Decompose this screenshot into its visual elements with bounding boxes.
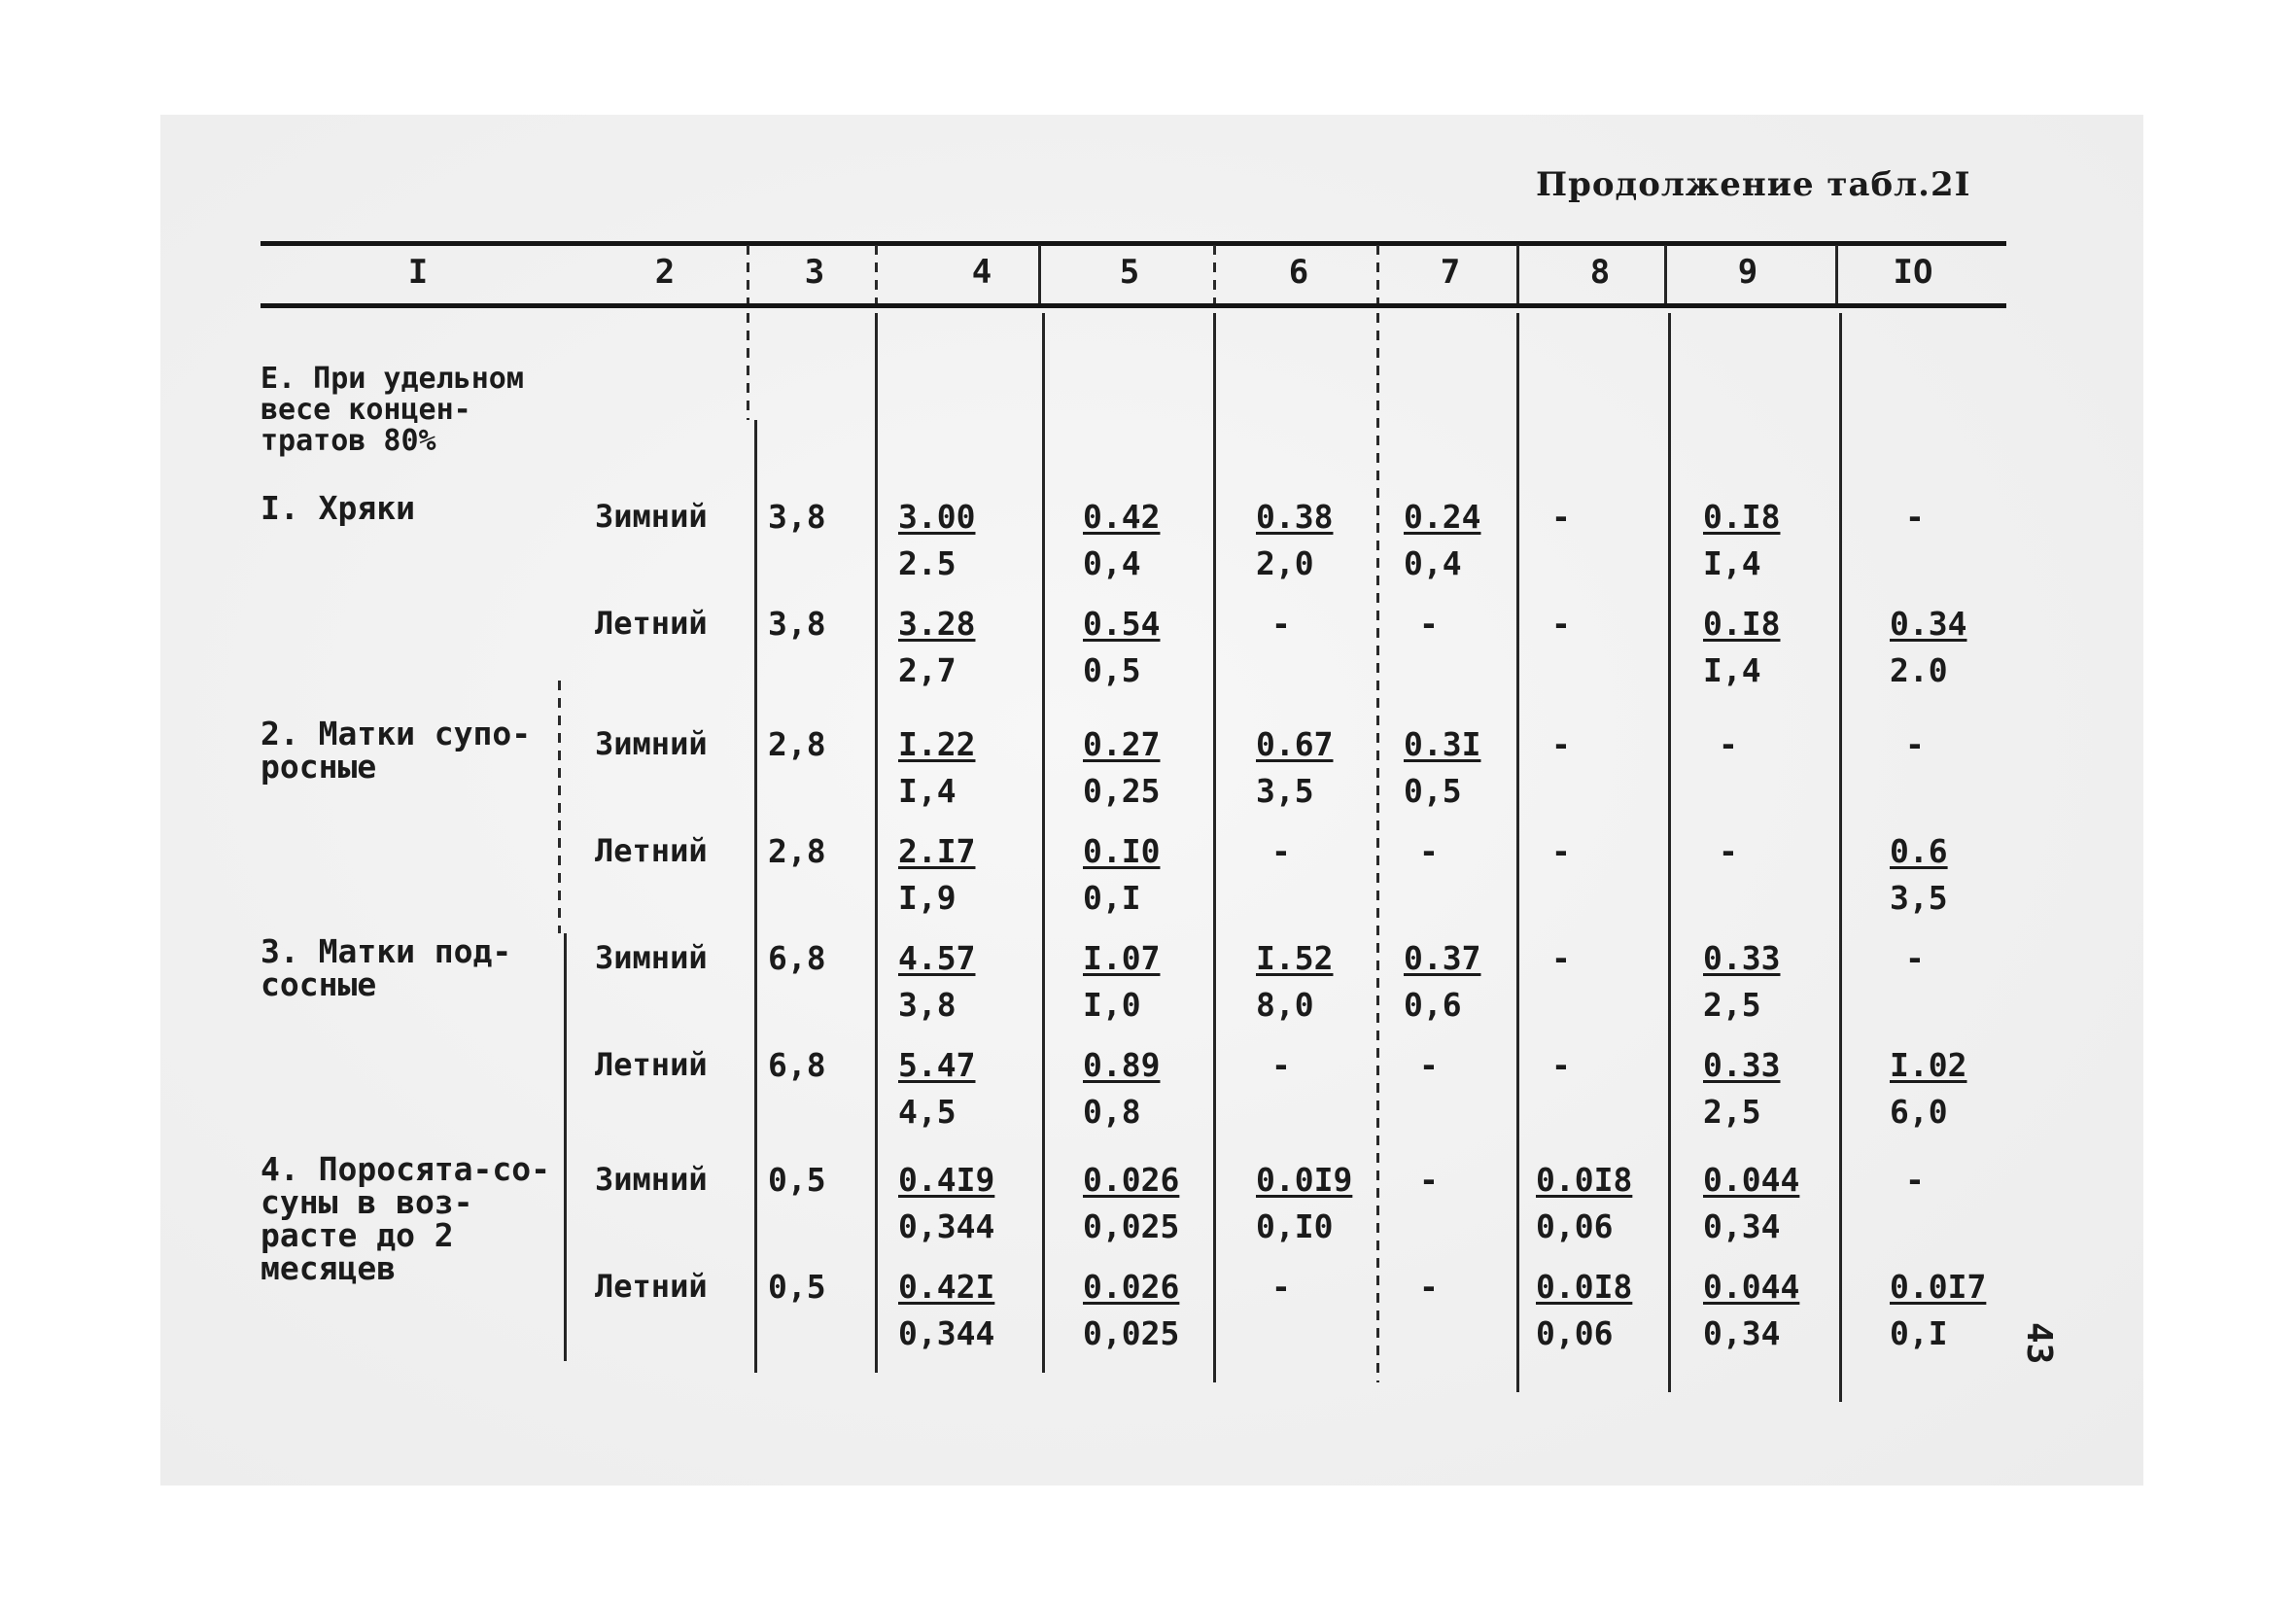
cell-col-4 bbox=[898, 1264, 994, 1357]
numerator-value: 3.28 bbox=[898, 605, 976, 643]
denominator-value: 0,06 bbox=[1536, 1314, 1614, 1352]
numerator-value: 0.89 bbox=[1083, 1046, 1161, 1084]
cell-col-10 bbox=[1890, 828, 1948, 922]
numerator-value: 0.38 bbox=[1256, 498, 1334, 536]
cell-col-3: 0,5 bbox=[768, 1268, 826, 1306]
numerator-value: 0.33 bbox=[1703, 939, 1781, 977]
numerator-value: 0.3I bbox=[1404, 725, 1481, 763]
cell-col-7 bbox=[1404, 494, 1480, 587]
season-label: Зимний bbox=[595, 1161, 708, 1198]
numerator-value: I.02 bbox=[1890, 1046, 1967, 1084]
denominator-value: 2,5 bbox=[1703, 986, 1761, 1024]
animal-group-label: 4. Поросята-со- суны в воз- расте до 2 месяцев bbox=[261, 1150, 551, 1287]
season-label: Зимний bbox=[595, 939, 708, 976]
denominator-value: 0,I bbox=[1890, 1314, 1948, 1352]
cell-col-3: 6,8 bbox=[768, 1046, 826, 1084]
numerator-value: I.07 bbox=[1083, 939, 1161, 977]
cell-col-9 bbox=[1703, 1157, 1799, 1250]
denominator-value: 0,344 bbox=[898, 1314, 995, 1352]
cell-col-8 bbox=[1536, 828, 1571, 875]
empty-dash: - bbox=[1905, 939, 1925, 977]
numerator-value: 0.34 bbox=[1890, 605, 1967, 643]
denominator-value: 8,0 bbox=[1256, 986, 1314, 1024]
column-header-2: 2 bbox=[654, 253, 676, 292]
numerator-value: 0.42 bbox=[1083, 498, 1161, 536]
empty-dash: - bbox=[1419, 832, 1439, 870]
numerator-value: 0.0I8 bbox=[1536, 1161, 1633, 1199]
cell-col-9 bbox=[1703, 1264, 1799, 1357]
numerator-value: 0.026 bbox=[1083, 1268, 1180, 1306]
cell-col-5 bbox=[1083, 828, 1160, 922]
column-divider bbox=[754, 420, 757, 1373]
numerator-value: 0.54 bbox=[1083, 605, 1161, 643]
denominator-value: I,9 bbox=[898, 879, 957, 917]
column-header-6: 6 bbox=[1288, 253, 1309, 292]
numerator-value: 0.0I9 bbox=[1256, 1161, 1353, 1199]
numerator-value: 0.0I7 bbox=[1890, 1268, 1987, 1306]
column-divider bbox=[1839, 313, 1842, 1402]
cell-col-7 bbox=[1404, 601, 1439, 647]
cell-col-5 bbox=[1083, 601, 1160, 694]
cell-col-8 bbox=[1536, 1042, 1571, 1089]
section-title: Е. При удельном весе концен- тратов 80% bbox=[261, 362, 524, 458]
empty-dash: - bbox=[1905, 498, 1925, 536]
numerator-value: 0.026 bbox=[1083, 1161, 1180, 1199]
header-bottom-rule bbox=[261, 303, 2006, 308]
denominator-value: 0,025 bbox=[1083, 1207, 1180, 1245]
numerator-value: I.52 bbox=[1256, 939, 1334, 977]
cell-col-10 bbox=[1890, 935, 1925, 982]
numerator-value: 0.I0 bbox=[1083, 832, 1161, 870]
cell-col-3: 2,8 bbox=[768, 832, 826, 870]
denominator-value: 0,34 bbox=[1703, 1314, 1781, 1352]
empty-dash: - bbox=[1271, 1268, 1291, 1306]
denominator-value: 0,025 bbox=[1083, 1314, 1180, 1352]
animal-group-label: 3. Матки под- сосные bbox=[261, 932, 512, 1003]
cell-col-7 bbox=[1404, 935, 1480, 1029]
empty-dash: - bbox=[1719, 832, 1738, 870]
denominator-value: 2,7 bbox=[898, 651, 957, 689]
empty-dash: - bbox=[1419, 605, 1439, 643]
column-divider bbox=[747, 245, 749, 303]
cell-col-7 bbox=[1404, 1157, 1439, 1204]
cell-col-10 bbox=[1890, 601, 1966, 694]
empty-dash: - bbox=[1719, 725, 1738, 763]
numerator-value: 0.I8 bbox=[1703, 498, 1781, 536]
column-divider bbox=[1668, 313, 1671, 1392]
denominator-value: I,0 bbox=[1083, 986, 1141, 1024]
cell-col-4 bbox=[898, 721, 975, 815]
column-header-4: 4 bbox=[971, 253, 992, 292]
season-label: Зимний bbox=[595, 725, 708, 762]
cell-col-8 bbox=[1536, 494, 1571, 541]
cell-col-4 bbox=[898, 828, 975, 922]
denominator-value: 3,5 bbox=[1256, 772, 1314, 810]
numerator-value: 5.47 bbox=[898, 1046, 976, 1084]
denominator-value: I,4 bbox=[1703, 544, 1761, 582]
empty-dash: - bbox=[1551, 832, 1571, 870]
cell-col-4 bbox=[898, 1042, 975, 1136]
column-header-7: 7 bbox=[1440, 253, 1461, 292]
cell-col-10 bbox=[1890, 721, 1925, 768]
column-header-1: I bbox=[407, 253, 429, 292]
denominator-value: 0,5 bbox=[1404, 772, 1462, 810]
cell-col-9 bbox=[1703, 721, 1738, 768]
denominator-value: 0,34 bbox=[1703, 1207, 1781, 1245]
cell-col-4 bbox=[898, 935, 975, 1029]
numerator-value: 0.4I9 bbox=[898, 1161, 995, 1199]
cell-col-4 bbox=[898, 1157, 994, 1250]
cell-col-7 bbox=[1404, 1264, 1439, 1311]
cell-col-6 bbox=[1256, 1042, 1291, 1089]
season-label: Летний bbox=[595, 1268, 708, 1305]
cell-col-3: 3,8 bbox=[768, 605, 826, 643]
season-label: Летний bbox=[595, 1046, 708, 1083]
empty-dash: - bbox=[1419, 1046, 1439, 1084]
column-divider bbox=[1376, 313, 1379, 1382]
empty-dash: - bbox=[1551, 939, 1571, 977]
column-divider bbox=[1516, 245, 1519, 303]
cell-col-5 bbox=[1083, 935, 1160, 1029]
column-header-9: 9 bbox=[1737, 253, 1758, 292]
cell-col-7 bbox=[1404, 828, 1439, 875]
column-divider bbox=[747, 313, 749, 420]
empty-dash: - bbox=[1551, 725, 1571, 763]
denominator-value: 2.0 bbox=[1890, 651, 1948, 689]
column-header-5: 5 bbox=[1119, 253, 1140, 292]
denominator-value: 0,344 bbox=[898, 1207, 995, 1245]
cell-col-9 bbox=[1703, 935, 1780, 1029]
cell-col-7 bbox=[1404, 721, 1480, 815]
denominator-value: 0,5 bbox=[1083, 651, 1141, 689]
denominator-value: 0,06 bbox=[1536, 1207, 1614, 1245]
cell-col-3: 6,8 bbox=[768, 939, 826, 977]
cell-col-4 bbox=[898, 494, 975, 587]
numerator-value: 0.044 bbox=[1703, 1161, 1800, 1199]
numerator-value: 0.0I8 bbox=[1536, 1268, 1633, 1306]
denominator-value: 4,5 bbox=[898, 1093, 957, 1131]
denominator-value: 6,0 bbox=[1890, 1093, 1948, 1131]
column-divider bbox=[1516, 313, 1519, 1392]
numerator-value: I.22 bbox=[898, 725, 976, 763]
column-divider bbox=[558, 681, 561, 933]
cell-col-5 bbox=[1083, 721, 1160, 815]
cell-col-5 bbox=[1083, 1042, 1160, 1136]
season-label: Летний bbox=[595, 605, 708, 642]
empty-dash: - bbox=[1905, 1161, 1925, 1199]
cell-col-6 bbox=[1256, 601, 1291, 647]
empty-dash: - bbox=[1271, 605, 1291, 643]
column-divider bbox=[564, 933, 567, 1361]
column-divider bbox=[875, 245, 878, 303]
empty-dash: - bbox=[1551, 498, 1571, 536]
cell-col-7 bbox=[1404, 1042, 1439, 1089]
cell-col-6 bbox=[1256, 721, 1333, 815]
numerator-value: 0.I8 bbox=[1703, 605, 1781, 643]
numerator-value: 0.67 bbox=[1256, 725, 1334, 763]
cell-col-6 bbox=[1256, 828, 1291, 875]
cell-col-10 bbox=[1890, 494, 1925, 541]
cell-col-5 bbox=[1083, 1264, 1179, 1357]
empty-dash: - bbox=[1551, 1046, 1571, 1084]
cell-col-3: 3,8 bbox=[768, 498, 826, 536]
empty-dash: - bbox=[1419, 1268, 1439, 1306]
season-label: Летний bbox=[595, 832, 708, 869]
denominator-value: I,4 bbox=[1703, 651, 1761, 689]
column-divider bbox=[1835, 245, 1838, 303]
numerator-value: 0.33 bbox=[1703, 1046, 1781, 1084]
empty-dash: - bbox=[1905, 725, 1925, 763]
cell-col-5 bbox=[1083, 494, 1160, 587]
numerator-value: 0.42I bbox=[898, 1268, 995, 1306]
cell-col-10 bbox=[1890, 1042, 1966, 1136]
empty-dash: - bbox=[1551, 605, 1571, 643]
empty-dash: - bbox=[1271, 832, 1291, 870]
column-header-8: 8 bbox=[1589, 253, 1611, 292]
cell-col-8 bbox=[1536, 1264, 1632, 1357]
numerator-value: 4.57 bbox=[898, 939, 976, 977]
cell-col-9 bbox=[1703, 1042, 1780, 1136]
cell-col-4 bbox=[898, 601, 975, 694]
cell-col-8 bbox=[1536, 721, 1571, 768]
numerator-value: 0.37 bbox=[1404, 939, 1481, 977]
denominator-value: 3,8 bbox=[898, 986, 957, 1024]
column-header-3: 3 bbox=[804, 253, 825, 292]
denominator-value: 3,5 bbox=[1890, 879, 1948, 917]
cell-col-10 bbox=[1890, 1264, 1986, 1357]
header-top-rule bbox=[261, 241, 2006, 246]
empty-dash: - bbox=[1271, 1046, 1291, 1084]
cell-col-6 bbox=[1256, 1264, 1291, 1311]
denominator-value: 0,4 bbox=[1404, 544, 1462, 582]
numerator-value: 2.I7 bbox=[898, 832, 976, 870]
cell-col-6 bbox=[1256, 494, 1333, 587]
cell-col-9 bbox=[1703, 828, 1738, 875]
denominator-value: 0,25 bbox=[1083, 772, 1161, 810]
denominator-value: 0,I bbox=[1083, 879, 1141, 917]
numerator-value: 0.044 bbox=[1703, 1268, 1800, 1306]
denominator-value: I,4 bbox=[898, 772, 957, 810]
denominator-value: 0,I0 bbox=[1256, 1207, 1334, 1245]
denominator-value: 2,0 bbox=[1256, 544, 1314, 582]
denominator-value: 0,4 bbox=[1083, 544, 1141, 582]
numerator-value: 0.24 bbox=[1404, 498, 1481, 536]
column-divider bbox=[1038, 245, 1041, 303]
column-divider bbox=[1042, 313, 1045, 1373]
cell-col-6 bbox=[1256, 935, 1333, 1029]
column-divider bbox=[1213, 313, 1216, 1382]
cell-col-3: 2,8 bbox=[768, 725, 826, 763]
numerator-value: 3.00 bbox=[898, 498, 976, 536]
denominator-value: 2,5 bbox=[1703, 1093, 1761, 1131]
cell-col-5 bbox=[1083, 1157, 1179, 1250]
cell-col-9 bbox=[1703, 601, 1780, 694]
table-caption: Продолжение табл.2I bbox=[1536, 165, 1971, 204]
cell-col-8 bbox=[1536, 601, 1571, 647]
cell-col-8 bbox=[1536, 935, 1571, 982]
column-divider bbox=[1664, 245, 1667, 303]
column-divider bbox=[1376, 245, 1379, 303]
cell-col-6 bbox=[1256, 1157, 1352, 1250]
cell-col-8 bbox=[1536, 1157, 1632, 1250]
cell-col-3: 0,5 bbox=[768, 1161, 826, 1199]
cell-col-9 bbox=[1703, 494, 1780, 587]
season-label: Зимний bbox=[595, 498, 708, 535]
column-header-10: IO bbox=[1893, 253, 1933, 292]
column-divider bbox=[1213, 245, 1216, 303]
animal-group-label: 2. Матки супо- росные bbox=[261, 715, 532, 786]
page-number: 43 bbox=[2019, 1322, 2059, 1365]
denominator-value: 0,8 bbox=[1083, 1093, 1141, 1131]
numerator-value: 0.27 bbox=[1083, 725, 1161, 763]
empty-dash: - bbox=[1419, 1161, 1439, 1199]
numerator-value: 0.6 bbox=[1890, 832, 1948, 870]
cell-col-10 bbox=[1890, 1157, 1925, 1204]
animal-group-label: I. Хряки bbox=[261, 489, 415, 527]
column-divider bbox=[875, 313, 878, 1373]
denominator-value: 2.5 bbox=[898, 544, 957, 582]
denominator-value: 0,6 bbox=[1404, 986, 1462, 1024]
